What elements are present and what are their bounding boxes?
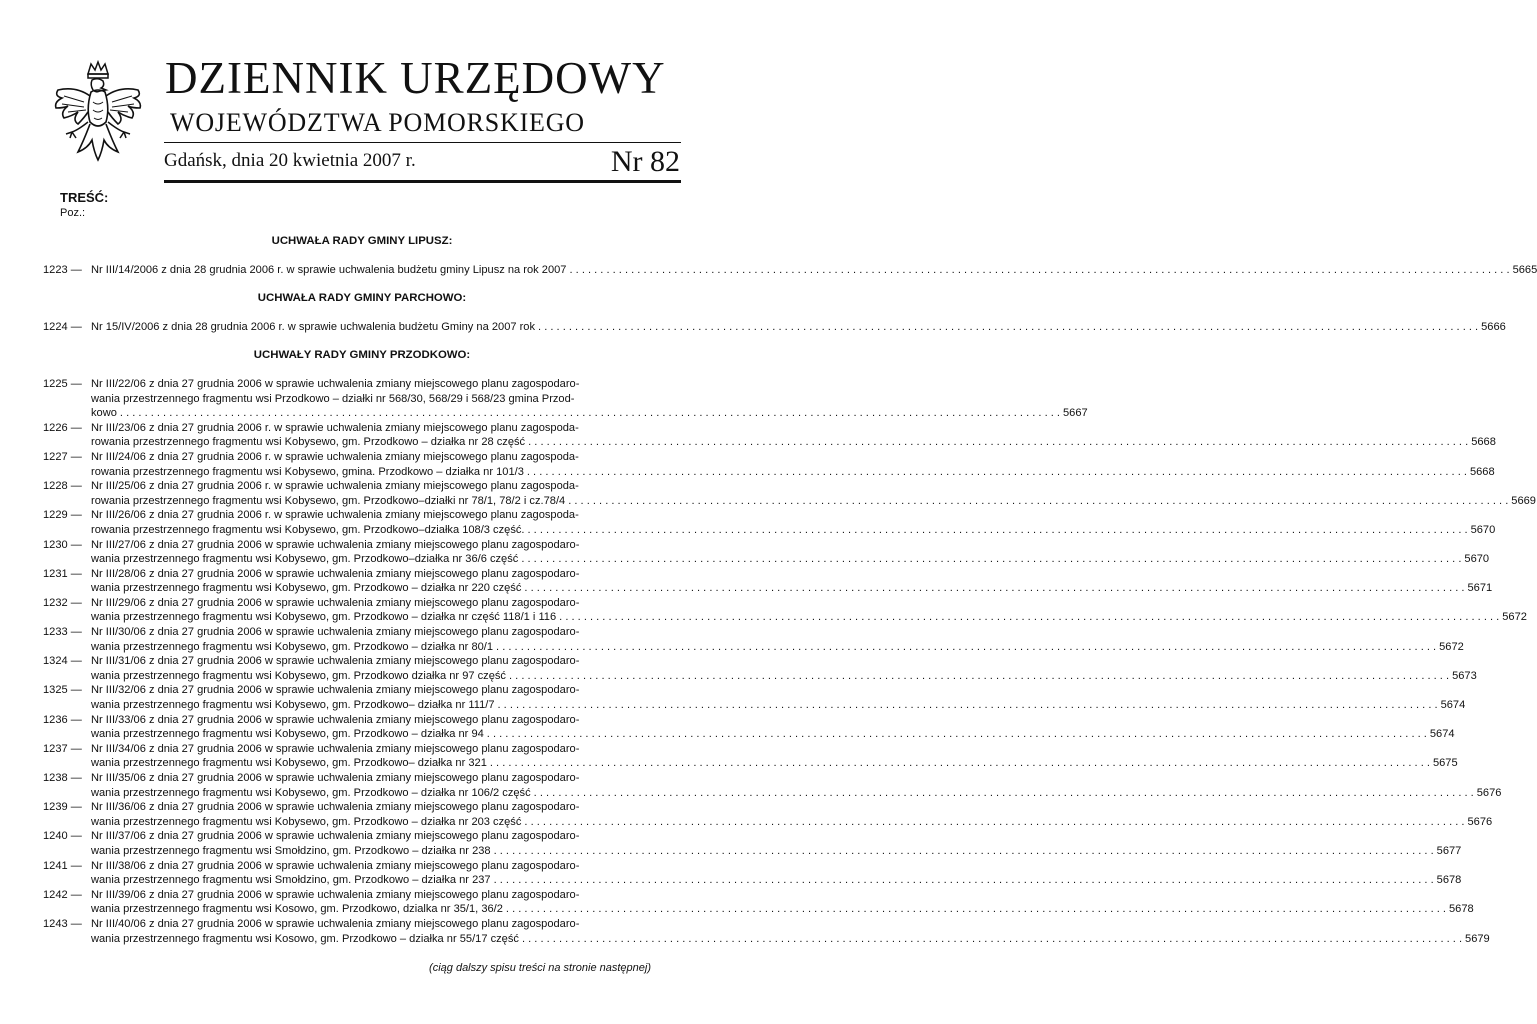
entry-text: Nr III/36/06 z dnia 27 grudnia 2006 w sprawie uchwalenia zmiany miejscowego planu zagospodaro- xyxy=(91,801,580,814)
entry-number: 1233 — xyxy=(43,626,82,639)
entry-number: 1236 — xyxy=(43,713,82,726)
entry-text: Nr III/27/06 z dnia 27 grudnia 2006 w sprawie uchwalenia zmiany miejscowego planu zagospodaro- xyxy=(91,538,580,551)
leader-dots xyxy=(117,406,1063,421)
entry-text: wania przestrzennego fragmentu wsi Kosowo, gm. Przodkowo, dzialka nr 35/1, 36/2 xyxy=(91,903,503,916)
page-number: 5679 xyxy=(1465,932,1490,945)
entry-text: Nr III/35/06 z dnia 27 grudnia 2006 w sprawie uchwalenia zmiany miejscowego planu zagospodaro- xyxy=(91,772,580,784)
entry-number: 1230 — xyxy=(43,538,82,551)
page-number: 5673 xyxy=(1452,669,1477,682)
entry-number: 1225 — xyxy=(43,377,82,390)
entry-text: Nr III/32/06 z dnia 27 grudnia 2006 w sprawie uchwalenia zmiany miejscowego planu zagospodaro- xyxy=(91,684,580,697)
entry-text: Nr III/23/06 z dnia 27 grudnia 2006 r. w sprawie uchwalenia zmiany miejscowego planu zagospoda- xyxy=(91,421,579,434)
entry-text: Nr III/40/06 z dnia 27 grudnia 2006 w sprawie uchwalenia zmiany miejscowego planu zagospodaro- xyxy=(91,917,580,930)
page-number: 5666 xyxy=(1481,320,1506,333)
entry-list xyxy=(43,377,1536,946)
page-number: 5671 xyxy=(1467,582,1493,595)
leader-dots xyxy=(521,815,1467,830)
entry-number: 1239 — xyxy=(43,801,82,814)
entry-list xyxy=(43,263,1537,278)
table-of-contents xyxy=(43,234,1537,960)
page-number: 5672 xyxy=(1502,611,1527,624)
page-number: 5665 xyxy=(1512,263,1537,276)
entry-text: rowania przestrzennego fragmentu wsi Kobysewo, gm. Przodkowo–działka 108/3 część. xyxy=(91,523,525,536)
leader-dots xyxy=(566,263,1512,278)
list-item xyxy=(43,917,1490,946)
entry-number: 1242 — xyxy=(43,888,82,901)
leader-dots xyxy=(531,786,1477,801)
entry-text: Nr III/34/06 z dnia 27 grudnia 2006 w sprawie uchwalenia zmiany miejscowego planu zagospodaro- xyxy=(91,742,580,755)
page-number: 5667 xyxy=(1062,407,1088,420)
list-item xyxy=(43,421,1496,450)
entry-text: Nr III/30/06 z dnia 27 grudnia 2006 w sprawie uchwalenia zmiany miejscowego planu zagospodaro- xyxy=(91,626,580,639)
entry-text: Nr III/14/2006 z dnia 28 grudnia 2006 r. w sprawie uchwalenia budżetu gminy Lipusz na rok 2007 xyxy=(91,263,567,276)
list-item xyxy=(43,377,1088,421)
leader-dots xyxy=(524,465,1470,480)
list-item xyxy=(43,713,1455,742)
entry-number: 1237 — xyxy=(43,742,82,755)
leader-dots xyxy=(503,902,1449,917)
list-item xyxy=(43,567,1493,596)
leader-dots xyxy=(525,435,1471,450)
entry-text: Nr III/29/06 z dnia 27 grudnia 2006 w sprawie uchwalenia zmiany miejscowego planu zagospodaro- xyxy=(91,596,580,609)
page-number: 5676 xyxy=(1476,786,1502,799)
list-item xyxy=(43,771,1502,800)
entry-text: Nr III/39/06 z dnia 27 grudnia 2006 w sprawie uchwalenia zmiany miejscowego planu zagospodaro- xyxy=(91,888,580,901)
entry-text: Nr III/25/06 z dnia 27 grudnia 2006 r. w sprawie uchwalenia zmiany miejscowego planu zagospoda- xyxy=(91,480,579,493)
entry-number: 1226 — xyxy=(43,421,82,434)
page-number: 5674 xyxy=(1429,728,1455,741)
entry-number: 1324 — xyxy=(43,655,82,668)
page-number: 5670 xyxy=(1470,523,1496,536)
entry-text: Nr III/24/06 z dnia 27 grudnia 2006 r. w sprawie uchwalenia zmiany miejscowego planu zagospoda- xyxy=(91,450,579,463)
masthead xyxy=(0,0,724,190)
page-number: 5670 xyxy=(1464,553,1490,566)
entry-number: 1240 — xyxy=(43,830,82,843)
entry-number: 1228 — xyxy=(43,480,82,493)
entry-text: wania przestrzennego fragmentu wsi Kobysewo, gm. Przodkowo–działka nr 36/6 część xyxy=(91,553,519,566)
entry-text: wania przestrzennego fragmentu wsi Kobysewo, gm. Przodkowo działka nr 97 część xyxy=(91,669,506,682)
dateline: Gdańsk, dnia 20 kwietnia 2007 r. xyxy=(164,150,416,171)
entry-number: 1231 — xyxy=(43,567,82,580)
list-item xyxy=(43,625,1464,654)
divider xyxy=(164,142,681,143)
entry-text: wania przestrzennego fragmentu wsi Kobysewo, gm. Przodkowo – działka nr 220 część xyxy=(91,582,522,595)
entry-text: wania przestrzennego fragmentu wsi Kobysewo, gm. Przodkowo – działka nr 80/1 xyxy=(91,640,494,653)
leader-dots xyxy=(535,320,1481,335)
leader-dots xyxy=(491,844,1437,859)
entry-text: rowania przestrzennego fragmentu wsi Kobysewo, gm. Przodkowo–działki nr 78/1, 78/2 i cz.78/4 xyxy=(91,494,566,507)
leader-dots xyxy=(518,552,1464,567)
leader-dots xyxy=(491,873,1437,888)
list-item xyxy=(43,683,1466,712)
leader-dots xyxy=(487,756,1433,771)
journal-subtitle: WOJEWÓDZTWA POMORSKIEGO xyxy=(170,108,585,137)
entry-number: 1241 — xyxy=(43,859,82,872)
entry-text: wania przestrzennego fragmentu wsi Kobysewo, gm. Przodkowo– działka nr 321 xyxy=(91,757,487,770)
entry-text: Nr III/26/06 z dnia 27 grudnia 2006 r. w sprawie uchwalenia zmiany miejscowego planu zagospoda- xyxy=(91,509,579,522)
continuation-note: (ciąg dalszy spisu treści na stronie następnej) xyxy=(429,962,651,974)
journal-title: DZIENNIK URZĘDOWY xyxy=(165,53,666,103)
leader-dots xyxy=(506,669,1452,684)
entry-text: wania przestrzennego fragmentu wsi Kobysewo, gm. Przodkowo – działka nr 203 część xyxy=(91,815,522,828)
list-item xyxy=(43,859,1462,888)
entry-text: wania przestrzennego fragmentu wsi Kosowo, gm. Przodkowo – działka nr 55/17 część xyxy=(91,932,519,945)
entry-text: wania przestrzennego fragmentu wsi Smołdzino, gm. Przodkowo – działka nr 237 xyxy=(91,874,491,887)
section-title: UCHWAŁA RADY GMINY LIPUSZ: xyxy=(271,235,453,247)
leader-dots xyxy=(521,581,1467,596)
entry-text: Nr 15/IV/2006 z dnia 28 grudnia 2006 r. w sprawie uchwalenia budżetu Gminy na 2007 rok xyxy=(91,320,536,333)
toc-heading: TREŚĆ: xyxy=(60,190,109,205)
page-number: 5668 xyxy=(1471,436,1496,449)
page-number: 5668 xyxy=(1469,465,1495,478)
entry-text: Nr III/31/06 z dnia 27 grudnia 2006 w sprawie uchwalenia zmiany miejscowego planu zagospodaro- xyxy=(91,655,580,668)
list-item xyxy=(43,508,1496,537)
list-item xyxy=(43,263,1537,278)
list-item xyxy=(43,654,1477,683)
leader-dots xyxy=(565,494,1511,509)
page-number: 5674 xyxy=(1440,699,1466,712)
list-item xyxy=(43,888,1474,917)
section-title: UCHWAŁY RADY GMINY PRZODKOWO: xyxy=(253,349,471,362)
entry-text: kowo xyxy=(91,407,117,420)
leader-dots xyxy=(484,727,1430,742)
entry-number: 1232 — xyxy=(43,596,82,609)
entry-number: 1325 — xyxy=(43,684,82,697)
page-number: 5678 xyxy=(1449,903,1474,916)
list-item xyxy=(43,829,1462,858)
divider xyxy=(164,180,681,183)
entry-text: rowania przestrzennego fragmentu wsi Kobysewo, gmina. Przodkowo – działka nr 101/3 xyxy=(91,465,524,478)
entry-text: wania przestrzennego fragmentu wsi Przodkowo – działki nr 568/30, 568/29 i 568/23 gmina Przod- xyxy=(91,392,575,405)
list-item xyxy=(43,450,1495,479)
entry-text: Nr III/33/06 z dnia 27 grudnia 2006 w sprawie uchwalenia zmiany miejscowego planu zagospodaro- xyxy=(91,713,580,726)
list-item xyxy=(43,800,1493,829)
entry-number: 1227 — xyxy=(43,450,82,463)
list-item xyxy=(43,742,1458,771)
entry-text: Nr III/37/06 z dnia 27 grudnia 2006 w sprawie uchwalenia zmiany miejscowego planu zagospodaro- xyxy=(91,830,580,843)
toc-poz-label: Poz.: xyxy=(60,207,86,219)
entry-text: wania przestrzennego fragmentu wsi Kobysewo, gm. Przodkowo – działka nr część 118/1 i 116 xyxy=(91,611,557,624)
entry-number: 1243 — xyxy=(43,917,82,930)
page-number: 5676 xyxy=(1467,815,1493,828)
entry-text: Nr III/28/06 z dnia 27 grudnia 2006 w sprawie uchwalenia zmiany miejscowego planu zagospodaro- xyxy=(91,567,580,580)
list-item xyxy=(43,538,1490,567)
leader-dots xyxy=(495,698,1441,713)
entry-text: wania przestrzennego fragmentu wsi Kobysewo, gm. Przodkowo– działka nr 111/7 xyxy=(91,699,495,712)
leader-dots xyxy=(556,610,1502,625)
entry-number: 1229 — xyxy=(43,509,82,522)
entry-number: 1224 — xyxy=(43,320,82,333)
page-number: 5669 xyxy=(1511,494,1536,507)
polish-eagle-emblem-icon xyxy=(48,60,148,170)
entry-text: wania przestrzennego fragmentu wsi Kobysewo, gm. Przodkowo – działka nr 94 xyxy=(91,728,484,741)
page-number: 5677 xyxy=(1436,844,1462,857)
entry-text: wania przestrzennego fragmentu wsi Kobysewo, gm. Przodkowo – działka nr 106/2 część xyxy=(91,786,531,799)
page-number: 5675 xyxy=(1432,757,1458,770)
list-item xyxy=(43,596,1527,625)
entry-text: rowania przestrzennego fragmentu wsi Kobysewo, gm. Przodkowo – działka nr 28 część xyxy=(91,436,526,449)
list-item xyxy=(43,479,1536,508)
entry-text: wania przestrzennego fragmentu wsi Smołdzino, gm. Przodkowo – działka nr 238 xyxy=(91,844,491,857)
entry-text: Nr III/22/06 z dnia 27 grudnia 2006 w sprawie uchwalenia zmiany miejscowego planu zagospodaro- xyxy=(91,377,580,390)
entry-number: 1238 — xyxy=(43,772,82,784)
leader-dots xyxy=(525,523,1471,538)
entry-text: Nr III/38/06 z dnia 27 grudnia 2006 w sprawie uchwalenia zmiany miejscowego planu zagospodaro- xyxy=(91,859,580,872)
page-number: 5678 xyxy=(1436,874,1462,887)
page-number: 5672 xyxy=(1439,640,1464,653)
issue-number: Nr 82 xyxy=(610,145,680,178)
leader-dots xyxy=(493,640,1439,655)
list-item xyxy=(43,320,1506,335)
section-title: UCHWAŁA RADY GMINY PARCHOWO: xyxy=(257,292,467,305)
entry-number: 1223 — xyxy=(43,263,82,276)
leader-dots xyxy=(519,932,1465,947)
entry-list xyxy=(43,320,1506,335)
